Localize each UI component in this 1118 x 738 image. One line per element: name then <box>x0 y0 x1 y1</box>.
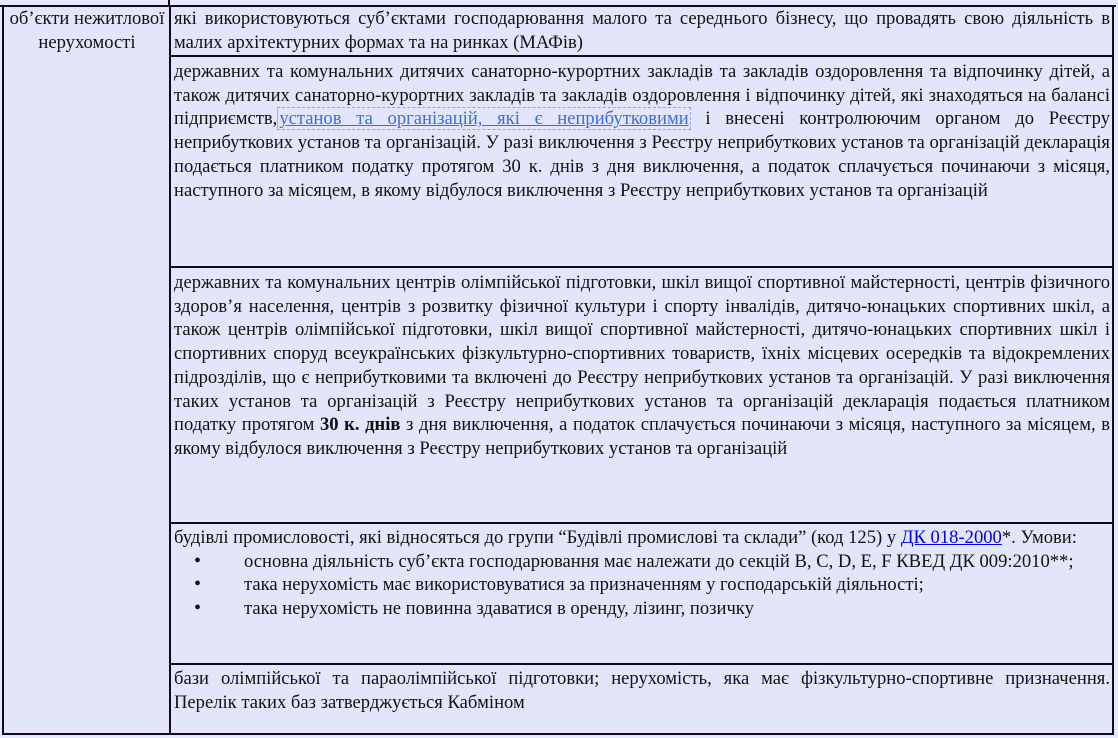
table-cell <box>170 6 1113 56</box>
row-text-part: з дня виключення, а податок сплачується починаючи з місяця, наступного за місяцем, в якому відбулося виключення з Реєстру неприбуткових установ та організацій <box>174 414 1110 459</box>
deadline-bold: 30 к. днів <box>319 414 401 436</box>
table-row <box>3 267 1113 523</box>
row-text <box>174 60 1110 202</box>
table-cell <box>170 267 1113 523</box>
row-text-part: державних та комунальних центрів олімпійської підготовки, шкіл вищої спортивної майстерності, центрів фізичного здоров’я населення, центрів з розвитку фізичної культури і спорту інвалідів, дитячо-юнацьких спортивних шкіл, а також центрів олімпійської підготовки, шкіл вищої спортивної майстерності, дитячо-юнацьких спортивних шкіл і спортивних споруд всеукраїнських фізкультурно-спортивних товариств, їхніх місцевих осередків та відокремлених підрозділів, що є неприбутковими та включені до Реєстру неприбуткових установ та організацій. У разі виключення таких установ та організацій з Реєстру неприбуткових установ та організацій декларація подається платником податку протягом <box>174 272 1110 436</box>
category-label: об’єкти нежитлової нерухомості <box>9 8 165 53</box>
tax-exemption-table <box>2 5 1114 735</box>
table-cell <box>170 56 1113 267</box>
row-text <box>174 526 1110 550</box>
row-text-part: і внесені контролюючим органом до Реєстру неприбуткових установ та організацій. У разі виключення з Реєстру неприбуткових установ та організацій декларація подається платником податку протягом 30 к. днів з дня виключення, а податок сплачується починаючи з місяця, наступного за місяцем, в якому відбулося виключення з Реєстру неприбуткових установ та організацій <box>174 108 1111 201</box>
table-row <box>3 523 1113 664</box>
table-row <box>3 664 1113 734</box>
table-cell <box>170 523 1113 664</box>
list-item: • основна діяльність суб’єкта господарювання має належати до секцій B, C, D, E, F КВЕД ДК 009:2010**; <box>216 550 1110 574</box>
category-cell <box>3 6 170 734</box>
row-text-part: державних та комунальних дитячих санаторно-курортних закладів та закладів оздоровлення та відпочинку дітей, а також дитячих санаторно-курортних закладів та закладів оздоровлення і відпочинку дітей, які знаходяться на балансі підприємств, <box>174 61 1110 130</box>
table-row <box>3 56 1113 267</box>
row-text <box>174 271 1110 461</box>
conditions-list <box>174 550 1110 621</box>
list-item: • така нерухомість не повинна здаватися в оренду, лізинг, позичку <box>216 597 1110 621</box>
table-row <box>3 6 1113 56</box>
dk-018-2000-link[interactable]: ДК 018-2000 <box>900 527 1002 548</box>
row-text-part: *. Умови: <box>1001 527 1077 548</box>
row-text-part: будівлі промисловості, які відносяться до групи “Будівлі промислові та склади” (код 125) у <box>174 527 901 548</box>
row-text: бази олімпійської та параолімпійської підготовки; нерухомість, яка має фізкультурно-спортивне призначення. Перелік таких баз затверджується Кабміном <box>174 668 1110 713</box>
nonprofit-link[interactable]: установ та організацій, які є неприбутковими <box>279 108 689 130</box>
row-text: які використовуються суб’єктами господарювання малого та середнього бізнесу, що провадять свою діяльність в малих архітектурних формах та на ринках (МАФів) <box>174 8 1110 53</box>
table-cell <box>170 664 1113 734</box>
list-item: • така нерухомість має використовуватися за призначенням у господарській діяльності; <box>216 573 1110 597</box>
